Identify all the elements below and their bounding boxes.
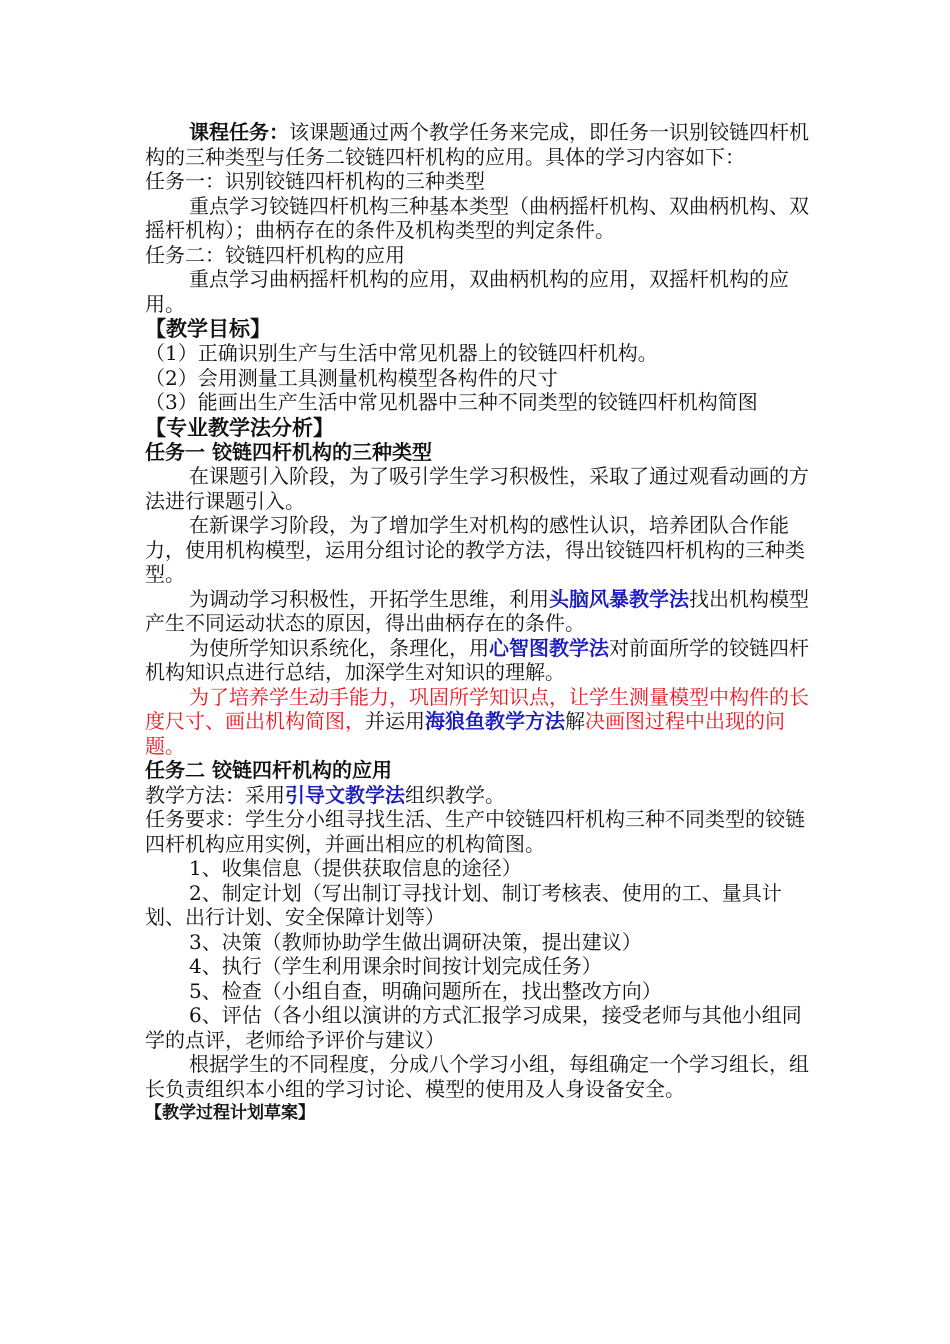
goals-heading: 【教学目标】 (145, 316, 271, 341)
analysis-heading: 【专业教学法分析】 (145, 414, 334, 440)
p4-pre: 为使所学知识系统化，条理化，用 (189, 635, 489, 660)
analysis-paragraph-3 (145, 587, 810, 636)
analysis-paragraph-2: 在新课学习阶段，为了增加学生对机构的感性认识，培养团队合作能力，使用机构模型，运用分组讨论的教学方法，得出铰链四杆机构的三种类型。 (145, 513, 805, 586)
task2-text: 重点学习曲柄摇杆机构的应用，双曲柄机构的应用，双摇杆机构的应用。 (145, 267, 789, 316)
task1-text: 重点学习铰链四杆机构三种基本类型（曲柄摇杆机构、双曲柄机构、双摇杆机构）；曲柄存在的条件及机构类型的判定条件。 (145, 193, 809, 242)
goal-item: （3）能画出生产生活中常见机器中三种不同类型的铰链四杆机构简图 (145, 390, 758, 414)
brainstorm-method: 头脑风暴教学法 (549, 586, 689, 611)
p5-mid-2: 解 (565, 709, 585, 733)
p5-red-1: 为了培养学生动手能力，巩固所学知识点，让学生测量模型中构件的长度尺寸、画出机构简图， (145, 684, 809, 733)
guide-text-method: 引导文教学法 (285, 782, 405, 807)
goal-item: （1）正确识别生产与生活中常见机器上的铰链四杆机构。 (145, 341, 658, 365)
analysis-paragraph-1: 在课题引入阶段，为了吸引学生学习积极性，采取了通过观看动画的方法进行课题引入。 (145, 464, 809, 513)
plan-heading: 【教学过程计划草案】 (145, 1103, 315, 1123)
step-item: 1、收集信息（提供获取信息的途径） (189, 856, 522, 880)
goal-item: （2）会用测量工具测量机构模型各构件的尺寸 (145, 365, 558, 390)
method-pre: 教学方法：采用 (145, 782, 285, 807)
step-item: 2、制定计划（写出制订寻找计划、制订考核表、使用的工、量具计划、出行计划、安全保障计划等） (145, 880, 782, 929)
task1-title: 任务一：识别铰链四杆机构的三种类型 (145, 169, 485, 193)
step-item: 6、评估（各小组以演讲的方式汇报学习成果，接受老师与其他小组同学的点评，老师给予评价与建议） (145, 1003, 802, 1052)
p4-post: 对前面所学的铰链四杆机构知识点进行总结，加深学生对知识的理解。 (145, 635, 809, 684)
step-item: 5、检查（小组自查，明确问题所在，找出整改方向） (189, 978, 662, 1003)
method-post: 组织教学。 (405, 782, 505, 807)
intro-label: 课程任务： (189, 120, 289, 144)
hailangyu-method: 海狼鱼教学方法 (425, 709, 565, 733)
analysis-paragraph-5 (145, 685, 810, 759)
task-requirement: 任务要求：学生分小组寻找生活、生产中铰链四杆机构三种不同类型的铰链四杆机构应用实例，并画出相应的机构简图。 (145, 807, 805, 856)
p3-pre: 为调动学习积极性，开拓学生思维，利用 (189, 586, 549, 611)
p5-red-2: 决画图过程中出现的问题。 (145, 709, 785, 758)
analysis-task1-title: 任务一 铰链四杆机构的三种类型 (145, 439, 432, 464)
task2-title: 任务二：铰链四杆机构的应用 (145, 242, 405, 267)
grouping-paragraph: 根据学生的不同程度，分成八个学习小组，每组确定一个学习组长，组长负责组织本小组的学习讨论、模型的使用及人身设备安全。 (145, 1052, 809, 1101)
p3-post: 找出机构模型产生不同运动状态的原因，得出曲柄存在的条件。 (145, 586, 809, 635)
mindmap-method: 心智图教学法 (489, 635, 609, 660)
intro-paragraph (145, 120, 810, 169)
p5-mid: 并运用 (365, 709, 425, 733)
teaching-method (145, 783, 810, 808)
analysis-paragraph-4 (145, 636, 810, 685)
analysis-task2-title: 任务二 铰链四杆机构的应用 (145, 758, 392, 782)
step-item: 3、决策（教师协助学生做出调研决策，提出建议） (189, 929, 642, 954)
intro-text: 该课题通过两个教学任务来完成，即任务一识别铰链四杆机构的三种类型与任务二铰链四杆机构的应用。具体的学习内容如下： (145, 120, 809, 169)
step-item: 4、执行（学生利用课余时间按计划完成任务） (189, 954, 602, 978)
document-page (145, 120, 810, 1125)
